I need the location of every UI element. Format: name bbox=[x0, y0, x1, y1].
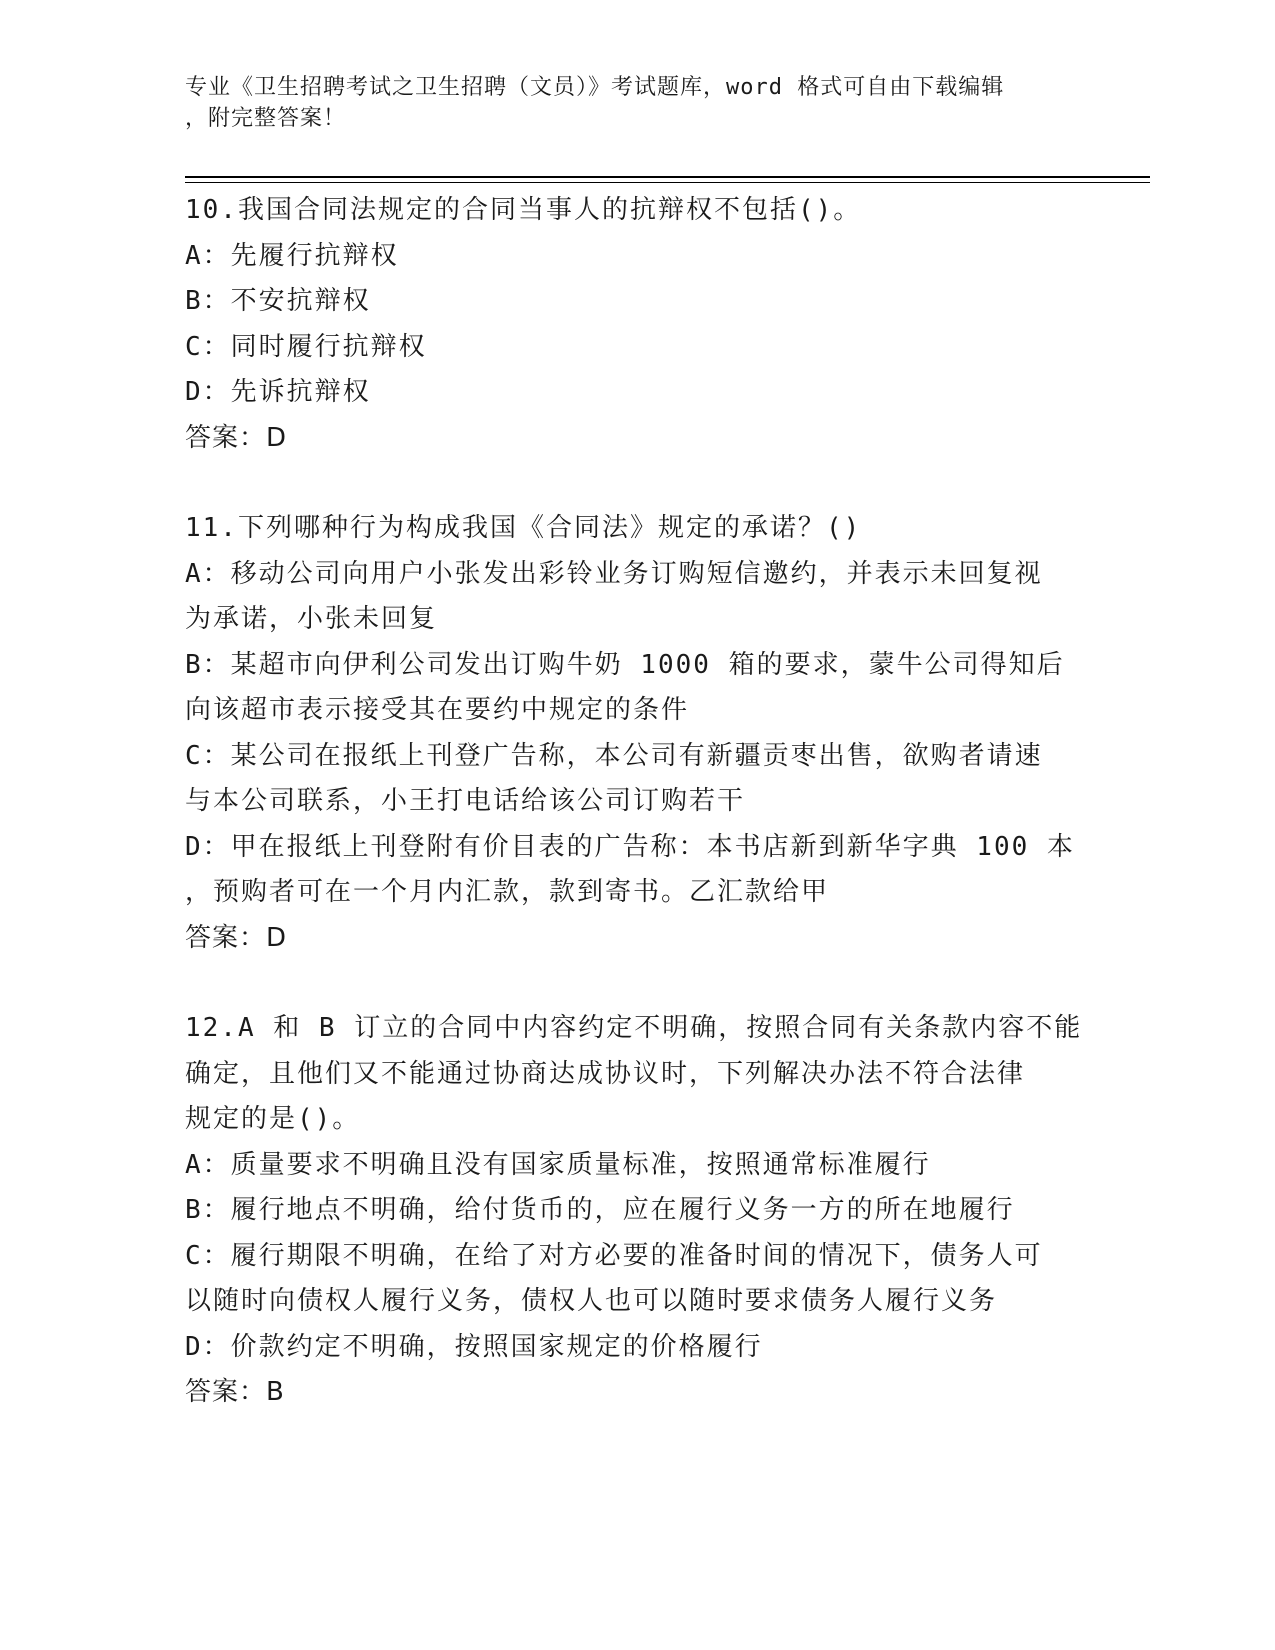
question-stem: 11.下列哪种行为构成我国《合同法》规定的承诺？() bbox=[185, 513, 862, 543]
header-divider-thick bbox=[185, 176, 1150, 178]
answer-label: 答案：D bbox=[185, 422, 288, 453]
question-stem: 12.A 和 B 订立的合同中内容约定不明确，按照合同有关条款内容不能 bbox=[185, 1013, 1083, 1043]
answer-label: 答案：B bbox=[185, 1377, 285, 1407]
question-10 bbox=[185, 188, 1085, 461]
question-12 bbox=[185, 1006, 1085, 1416]
option-c-continued: 与本公司联系，小王打电话给该公司订购若干 bbox=[185, 786, 746, 816]
option-d: D：先诉抗辩权 bbox=[185, 377, 371, 407]
document-header bbox=[185, 72, 1065, 134]
option-b: B：不安抗辩权 bbox=[185, 286, 371, 316]
option-c: C：同时履行抗辩权 bbox=[185, 331, 427, 362]
option-a: A：质量要求不明确且没有国家质量标准，按照通常标准履行 bbox=[185, 1149, 931, 1180]
option-c: C：履行期限不明确，在给了对方必要的准备时间的情况下，债务人可 bbox=[185, 1240, 1043, 1271]
option-c: C：某公司在报纸上刊登广告称，本公司有新疆贡枣出售，欲购者请速 bbox=[185, 740, 1043, 771]
option-b: B：某超市向伊利公司发出订购牛奶 1000 箱的要求，蒙牛公司得知后 bbox=[185, 649, 1065, 680]
option-a-continued: 为承诺，小张未回复 bbox=[185, 604, 438, 634]
option-d: D：价款约定不明确，按照国家规定的价格履行 bbox=[185, 1331, 763, 1362]
option-a: A：先履行抗辩权 bbox=[185, 240, 399, 271]
header-line: ，附完整答案！ bbox=[185, 106, 347, 131]
question-11 bbox=[185, 506, 1085, 961]
option-d: D：甲在报纸上刊登附有价目表的广告称：本书店新到新华字典 100 本 bbox=[185, 831, 1075, 862]
option-b: B：履行地点不明确，给付货币的，应在履行义务一方的所在地履行 bbox=[185, 1195, 1015, 1225]
option-b-continued: 向该超市表示接受其在要约中规定的条件 bbox=[185, 695, 690, 725]
header-line: 专业《卫生招聘考试之卫生招聘（文员）》考试题库，word 格式可自由下载编辑 bbox=[185, 75, 1005, 100]
option-c-continued: 以随时向债权人履行义务，债权人也可以随时要求债务人履行义务 bbox=[185, 1286, 998, 1316]
header-divider-thin bbox=[185, 182, 1150, 183]
question-stem: 10.我国合同法规定的合同当事人的抗辩权不包括()。 bbox=[185, 195, 862, 225]
option-d-continued: ，预购者可在一个月内汇款，款到寄书。乙汇款给甲 bbox=[185, 877, 830, 907]
answer-label: 答案：D bbox=[185, 922, 288, 953]
question-stem-continued: 确定，且他们又不能通过协商达成协议时，下列解决办法不符合法律 bbox=[185, 1058, 1026, 1089]
option-a: A：移动公司向用户小张发出彩铃业务订购短信邀约，并表示未回复视 bbox=[185, 558, 1043, 589]
question-stem-continued: 规定的是()。 bbox=[185, 1104, 361, 1134]
